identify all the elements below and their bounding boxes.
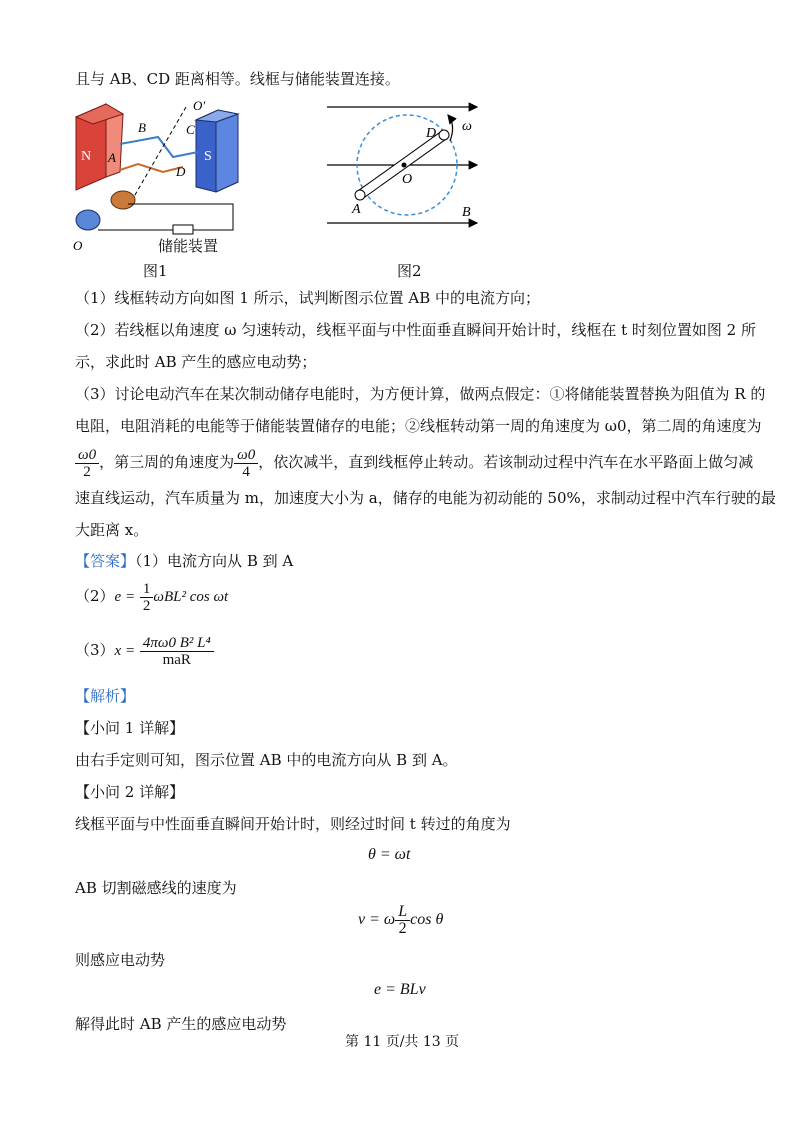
question-2-line-1: （2）若线框以角速度 ω 匀速转动，线框平面与中性面垂直瞬间开始计时，线框在 t 时刻位置如图 2 所 — [75, 321, 756, 339]
equation-theta: θ = ωt — [368, 846, 411, 863]
fraction-omega-quarter: $\frac{\omega 0}{4}$ — [234, 447, 258, 480]
figure-1-generator-diagram — [68, 92, 268, 257]
label-O: O — [73, 238, 83, 253]
question-2-line-2: 示，求此时 AB 产生的感应电动势； — [75, 353, 317, 371]
figure-2-caption: 图2 — [397, 262, 422, 280]
question-3-line-5: 大距离 x。 — [75, 521, 149, 539]
sub1-tag: 【小问 1 详解】 — [75, 719, 185, 737]
answer-line-1: 【答案】（1）电流方向从 B 到 A — [75, 552, 294, 570]
label-C: C — [186, 122, 195, 137]
analysis-tag: 【解析】 — [75, 687, 136, 705]
equation-emf: e = BLv — [374, 981, 426, 998]
equation-velocity: v = ω $\frac{L}{2}$ cos θ — [358, 902, 444, 937]
fraction-L-half: $\frac{L}{2}$ — [395, 904, 410, 937]
question-3-line-1: （3）讨论电动汽车在某次制动储存电能时，为方便计算，做两点假定：①将储能装置替换为阻值为 R 的 — [75, 385, 766, 403]
label-A: A — [352, 202, 361, 217]
figure-1-caption: 图1 — [143, 262, 168, 280]
page-footer: 第 11 页/共 13 页 — [345, 1034, 460, 1050]
question-3-line-3: $\frac{\omega 0}{2}$ ，第三周的角速度为 $\frac{\omega 0}{4}$ ，依次减半，直到线框停止转动。若该制动过程中汽车在水平路面上做匀减 — [75, 444, 753, 480]
sub2-tag: 【小问 2 详解】 — [75, 783, 185, 801]
label-omega: ω — [462, 119, 472, 134]
label-B: B — [138, 120, 146, 135]
label-O-prime: O′ — [193, 98, 206, 113]
intro-line: 且与 AB、CD 距离相等。线框与储能装置连接。 — [75, 70, 400, 88]
answer-tag: 【答案】 — [75, 552, 136, 570]
answer-line-3: （3）x = $\frac{\text{4πω0 B² L⁴}}{\text{maR}}$ — [75, 630, 214, 671]
fraction-omega-half: $\frac{\omega 0}{2}$ — [75, 447, 99, 480]
sub1-text: 由右手定则可知，图示位置 AB 中的电流方向从 B 到 A。 — [75, 751, 458, 769]
device-label: 储能装置 — [158, 237, 219, 255]
figure-2-rotating-frame — [322, 95, 487, 230]
question-1: （1）线框转动方向如图 1 所示，试判断图示位置 AB 中的电流方向； — [75, 289, 541, 307]
question-3-line-2: 电阻，电阻消耗的电能等于储能装置储存的电能；②线框转动第一周的角速度为 ω0，第二周的角速度为 — [75, 417, 762, 435]
label-D: D — [176, 164, 186, 179]
label-O: O — [402, 172, 413, 187]
sub2-text-4: 解得此时 AB 产生的感应电动势 — [75, 1015, 287, 1033]
label-B: B — [462, 205, 471, 220]
fraction-distance: $\frac{\text{4πω0 B² L⁴}}{\text{maR}}$ — [140, 635, 214, 668]
question-3-line-4: 速直线运动，汽车质量为 m，加速度大小为 a，储存的电能为初动能的 50%，求制动过程中汽车行驶的最 — [75, 489, 776, 507]
answer-line-2: （2）e = $\frac{1}{2}$ ωBL² cos ωt — [75, 580, 229, 614]
sub2-text-3: 则感应电动势 — [75, 951, 166, 969]
label-S: S — [204, 149, 212, 164]
label-N: N — [81, 149, 92, 164]
label-D: D — [426, 126, 437, 141]
sub2-text-2: AB 切割磁感线的速度为 — [75, 879, 237, 897]
fraction-one-half: $\frac{1}{2}$ — [140, 581, 154, 614]
sub2-text-1: 线框平面与中性面垂直瞬间开始计时，则经过时间 t 转过的角度为 — [75, 815, 511, 833]
label-A: A — [108, 150, 116, 165]
